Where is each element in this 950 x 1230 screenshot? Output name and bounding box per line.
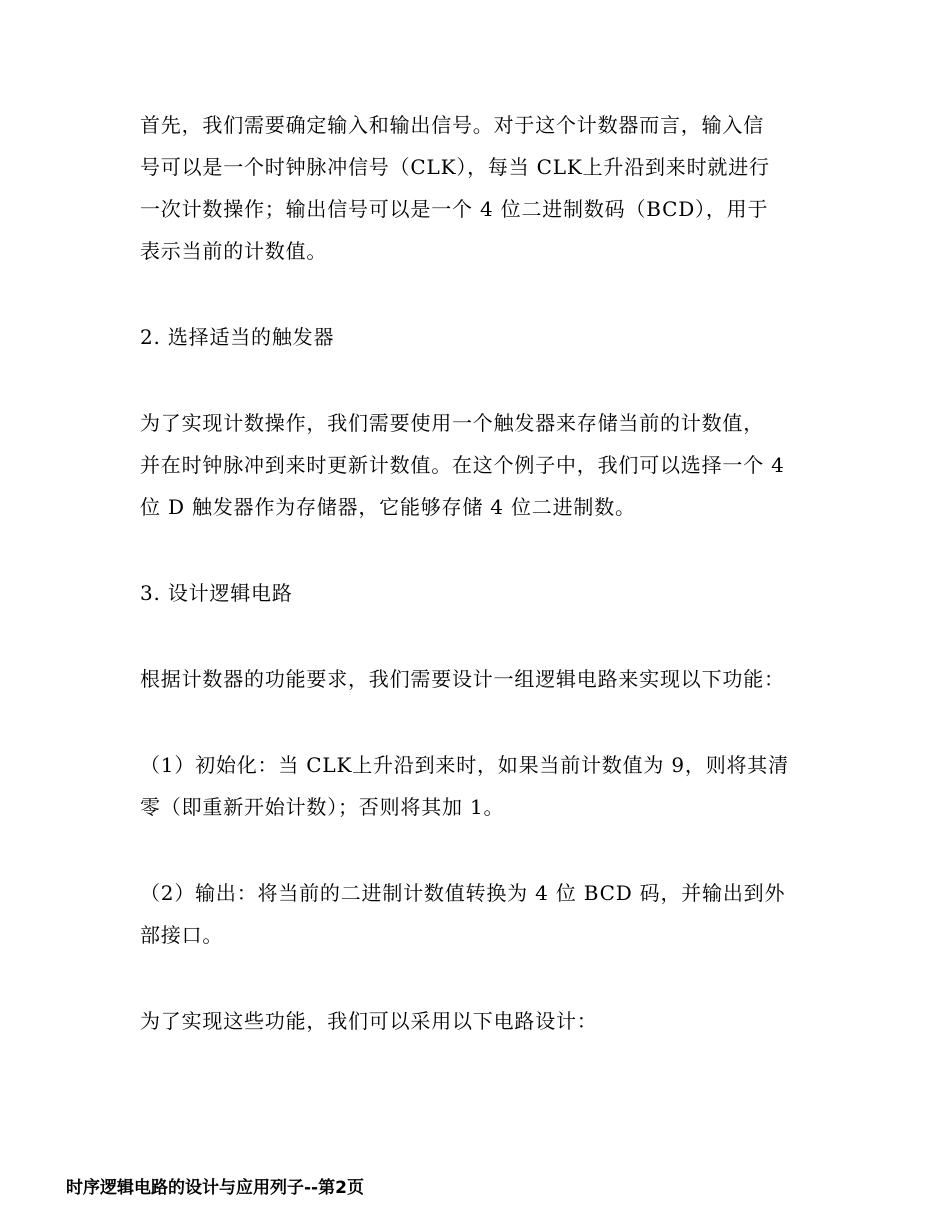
- spacer: [140, 528, 830, 572]
- spacer: [140, 614, 830, 658]
- text-line: 首先，我们需要确定输入和输出信号。对于这个计数器而言，输入信: [140, 113, 764, 137]
- section-heading-logic: 3. 设计逻辑电路: [140, 581, 293, 605]
- text-line: （1）初始化：当 CLK上升沿到来时，如果当前计数值为 9，则将其清: [140, 753, 789, 777]
- text-line: 为了实现计数操作，我们需要使用一个触发器来存储当前的计数值，: [140, 411, 764, 435]
- spacer: [140, 956, 830, 1000]
- spacer: [140, 272, 830, 316]
- paragraph-init: [140, 744, 830, 828]
- paragraph-circuit-design: [140, 1000, 830, 1042]
- spacer: [140, 700, 830, 744]
- paragraph-requirements: [140, 658, 830, 700]
- section-heading-flipflop: 2. 选择适当的触发器: [140, 325, 335, 349]
- text-line: 零（即重新开始计数）；否则将其加 1。: [140, 795, 505, 819]
- text-line: 根据计数器的功能要求，我们需要设计一组逻辑电路来实现以下功能：: [140, 667, 785, 691]
- text-line: 部接口。: [140, 923, 224, 947]
- document-body: [140, 104, 830, 1042]
- page-footer: 时序逻辑电路的设计与应用列子--第2页: [66, 1178, 364, 1198]
- paragraph-flipflop: [140, 402, 830, 528]
- paragraph-signals: [140, 104, 830, 272]
- paragraph-output: [140, 872, 830, 956]
- text-line: 表示当前的计数值。: [140, 239, 328, 263]
- text-line: 一次计数操作；输出信号可以是一个 4 位二进制数码（BCD），用于: [140, 197, 769, 221]
- text-line: 并在时钟脉冲到来时更新计数值。在这个例子中，我们可以选择一个 4: [140, 453, 785, 477]
- text-line: 号可以是一个时钟脉冲信号（CLK），每当 CLK上升沿到来时就进行: [140, 155, 770, 179]
- text-line: 为了实现这些功能，我们可以采用以下电路设计：: [140, 1009, 598, 1033]
- spacer: [140, 358, 830, 402]
- text-line: 位 D 触发器作为存储器，它能够存储 4 位二进制数。: [140, 495, 636, 519]
- spacer: [140, 828, 830, 872]
- text-line: （2）输出：将当前的二进制计数值转换为 4 位 BCD 码，并输出到外: [140, 881, 786, 905]
